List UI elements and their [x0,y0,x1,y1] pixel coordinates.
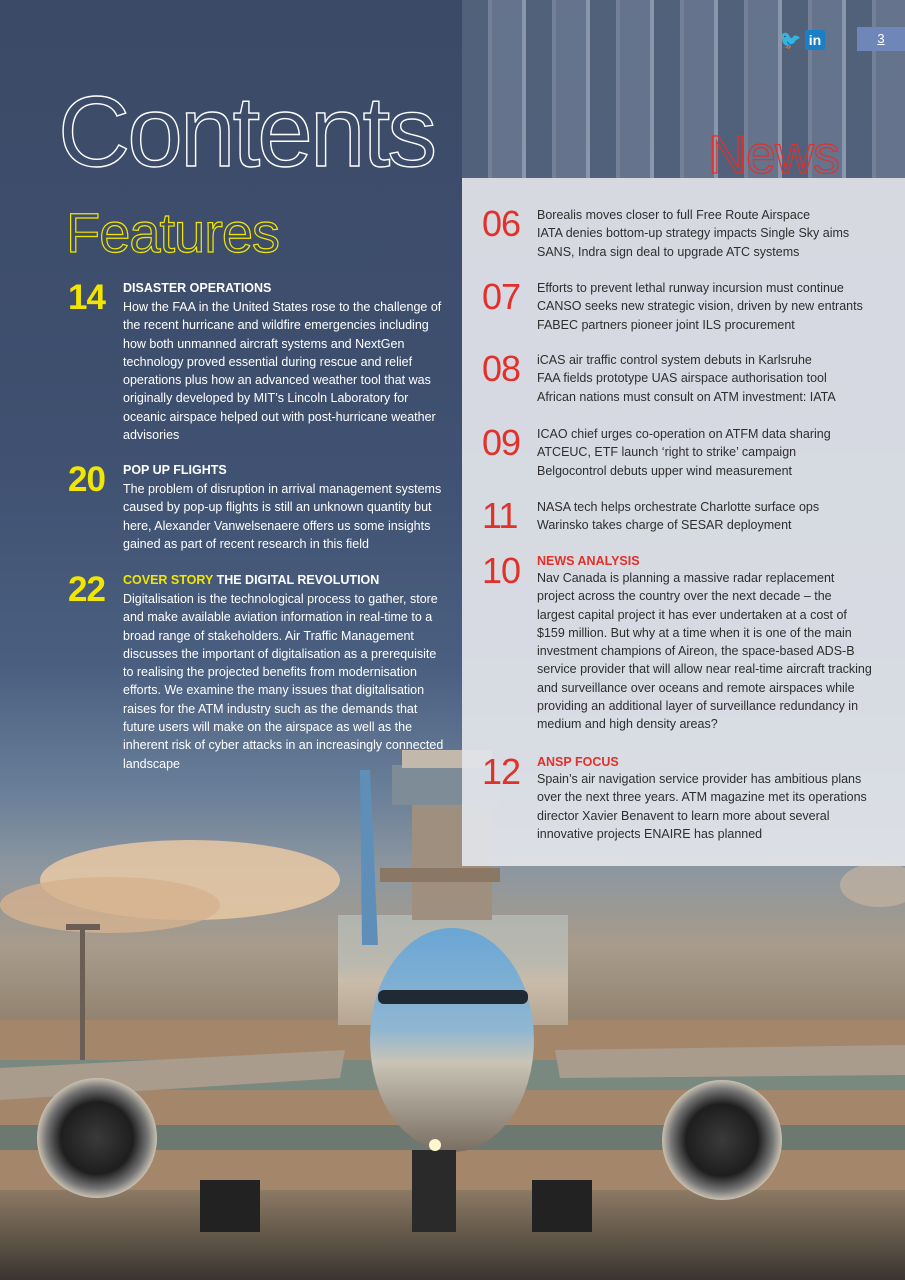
feature-page-number: 14 [68,278,105,317]
news-page-number: 10 [482,550,521,591]
news-headline: NASA tech helps orchestrate Charlotte surface ops [537,500,820,514]
news-analysis-heading: NEWS ANALYSIS [537,554,640,568]
news-page-number: 11 [482,495,518,536]
news-page-number: 07 [482,276,521,317]
news-analysis-summary: Nav Canada is planning a massive radar replacement project across the country over the next decade – the largest capital project it has ever undertaken at a cost of $159 million. But why at a time when it is one of the main investment champions of Aireon, the space-based ADS-B service provider that will allow near real-time aircraft tracking and surveillance over oceans and remote airspaces while providing an additional layer of surveillance redundancy in medium and high density areas? [537,571,872,732]
news-headline: ICAO chief urges co-operation on ATFM data sharing [537,427,831,441]
news-headlines [537,425,877,480]
ansp-focus-heading: ANSP FOCUS [537,755,619,769]
news-heading: News [708,125,840,185]
news-headline: iCAS air traffic control system debuts in Karlsruhe [537,353,812,367]
linkedin-icon[interactable]: in [805,30,825,50]
news-headline: FAA fields prototype UAS airspace authorisation tool [537,371,827,386]
news-headlines [537,351,877,406]
news-headline: CANSO seeks new strategic vision, driven by new entrants [537,299,863,314]
twitter-icon[interactable]: 🐦 [779,30,802,50]
news-page-number: 08 [482,348,521,389]
features-heading: Features [66,201,279,264]
news-headlines [537,206,877,261]
feature-summary: How the FAA in the United States rose to the challenge of the recent hurricane and wildfire emergencies including how both unmanned aircraft systems and NextGen technology proved essential during rescue and relief operations plus how an advanced weather tool that was originally developed by MIT’s Lincoln Laboratory for oceanic airspace helped out with post-hurricane weather advisories [123,300,442,443]
news-page-number: 09 [482,422,521,463]
news-headline: IATA denies bottom-up strategy impacts Single Sky aims [537,226,850,241]
news-headline: FABEC partners pioneer joint ILS procurement [537,317,795,332]
news-headline: Warinsko takes charge of SESAR deployment [537,518,792,533]
social-links [779,30,825,50]
feature-summary: The problem of disruption in arrival management systems caused by pop-up flights is still an unknown quantity but here, Alexander Vanwelsenaere offers us some insights gained as part of recent research in this field [123,482,442,551]
cover-story-label: COVER STORY [123,573,214,587]
feature-heading: COVER STORY THE DIGITAL REVOLUTION [123,573,380,587]
news-headline: African nations must consult on ATM investment: IATA [537,389,836,404]
ansp-focus-summary: Spain’s air navigation service provider has ambitious plans over the next three years. ATM magazine met its operations director Xavier Benavent to learn more about several innovative projects ENAIRE has planned [537,772,867,841]
page-title: Contents [58,76,435,188]
feature-summary: Digitalisation is the technological process to gather, store and make available aviation information in real-time to a broad range of stakeholders. Air Traffic Management discusses the important of digitalisation as a prerequisite to realising the projected benefits from modernisation efforts. We examine the many issues that digitalisation raises for the ATM industry such as the demands that future users will make on the airspace as well as the inherent risk of cyber attacks in an increasingly connected landscape [123,592,444,771]
news-headlines [537,498,877,535]
feature-page-number: 22 [68,570,105,609]
news-headlines [537,279,877,334]
news-headline: Belgocontrol debuts upper wind measurement [537,463,793,478]
feature-heading: POP UP FLIGHTS [123,463,227,477]
news-headline: SANS, Indra sign deal to upgrade ATC systems [537,244,800,259]
news-page-number: 12 [482,751,521,792]
news-page-number: 06 [482,203,521,244]
news-headline: ATCEUC, ETF launch ‘right to strike’ campaign [537,445,797,460]
page-number[interactable]: 3 [857,27,905,51]
feature-heading: DISASTER OPERATIONS [123,281,272,295]
feature-page-number: 20 [68,460,105,499]
news-headline: Borealis moves closer to full Free Route Airspace [537,208,811,222]
news-headline: Efforts to prevent lethal runway incursion must continue [537,281,844,295]
